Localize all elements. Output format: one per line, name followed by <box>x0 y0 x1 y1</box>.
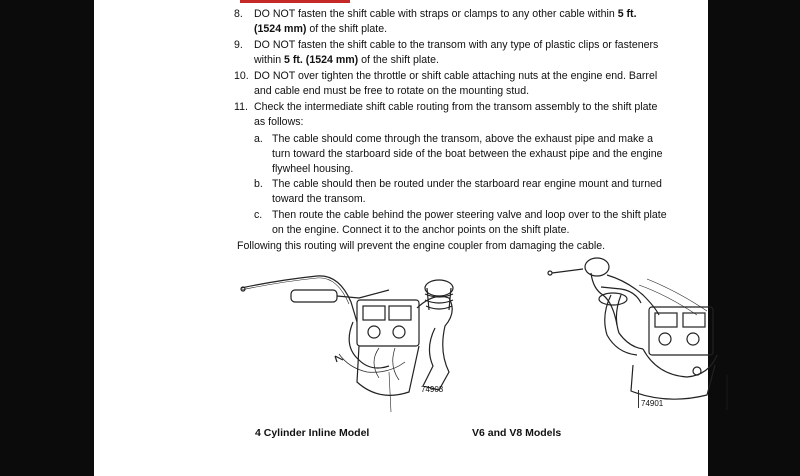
item-text: of the shift plate. <box>306 23 388 35</box>
item-text: and cable end must be free to rotate on the mounting stud. <box>254 85 530 97</box>
engine-illustration-v6-v8 <box>547 255 732 410</box>
figure-caption: V6 and V8 Models <box>472 427 562 439</box>
item-number: 9. <box>234 39 243 51</box>
sub-letter: c. <box>254 209 263 221</box>
sub-item-b <box>254 177 704 209</box>
item-text: DO NOT fasten the shift cable to the transom with any type of plastic clips or fasteners <box>254 39 659 51</box>
item-text: DO NOT over tighten the throttle or shift cable attaching nuts at the engine end. Barrel <box>254 70 658 82</box>
sub-text: flywheel housing. <box>272 163 354 175</box>
sub-text: on the engine. Connect it to the anchor points on the shift plate. <box>272 224 570 236</box>
header-strip <box>240 0 350 3</box>
item-number: 8. <box>234 8 243 20</box>
item-number: 10. <box>234 70 249 82</box>
sub-text: toward the transom. <box>272 193 366 205</box>
list-item-8 <box>234 7 704 39</box>
sub-text: turn toward the starboard side of the boat between the exhaust pipe and the engine <box>272 148 663 160</box>
sub-item-c <box>254 208 704 240</box>
manual-page <box>94 0 708 476</box>
item-text: Check the intermediate shift cable routing from the transom assembly to the shift plate <box>254 101 658 113</box>
figure-number: 74901 <box>641 399 664 408</box>
item-text: of the shift plate. <box>358 54 439 66</box>
sub-item-a <box>254 132 704 178</box>
item-text: DO NOT fasten the shift cable with straps or clamps to any other cable within <box>254 8 618 20</box>
sub-letter: b. <box>254 178 263 190</box>
item-text: within <box>254 54 285 66</box>
figure-caption: 4 Cylinder Inline Model <box>255 427 370 439</box>
list-item-11 <box>234 100 704 132</box>
item-number: 11. <box>234 101 248 113</box>
figure-number: 74903 <box>421 385 444 394</box>
item-bold: 5 ft. (1524 mm) <box>284 54 359 66</box>
item-bold: 5 ft. <box>617 8 637 20</box>
figure-divider <box>638 390 639 408</box>
sub-letter: a. <box>254 133 263 145</box>
sub-text: The cable should come through the transom, above the exhaust pipe and make a <box>272 133 654 145</box>
item-bold: (1524 mm) <box>254 23 307 35</box>
list-item-9 <box>234 38 704 70</box>
sub-text: Then route the cable behind the power steering valve and loop over to the shift plate <box>272 209 667 221</box>
item-text: as follows: <box>254 116 304 128</box>
list-item-10 <box>234 69 704 101</box>
sub-text: The cable should then be routed under the starboard rear engine mount and turned <box>272 178 662 190</box>
closing-paragraph: Following this routing will prevent the engine coupler from damaging the cable. <box>237 240 606 252</box>
